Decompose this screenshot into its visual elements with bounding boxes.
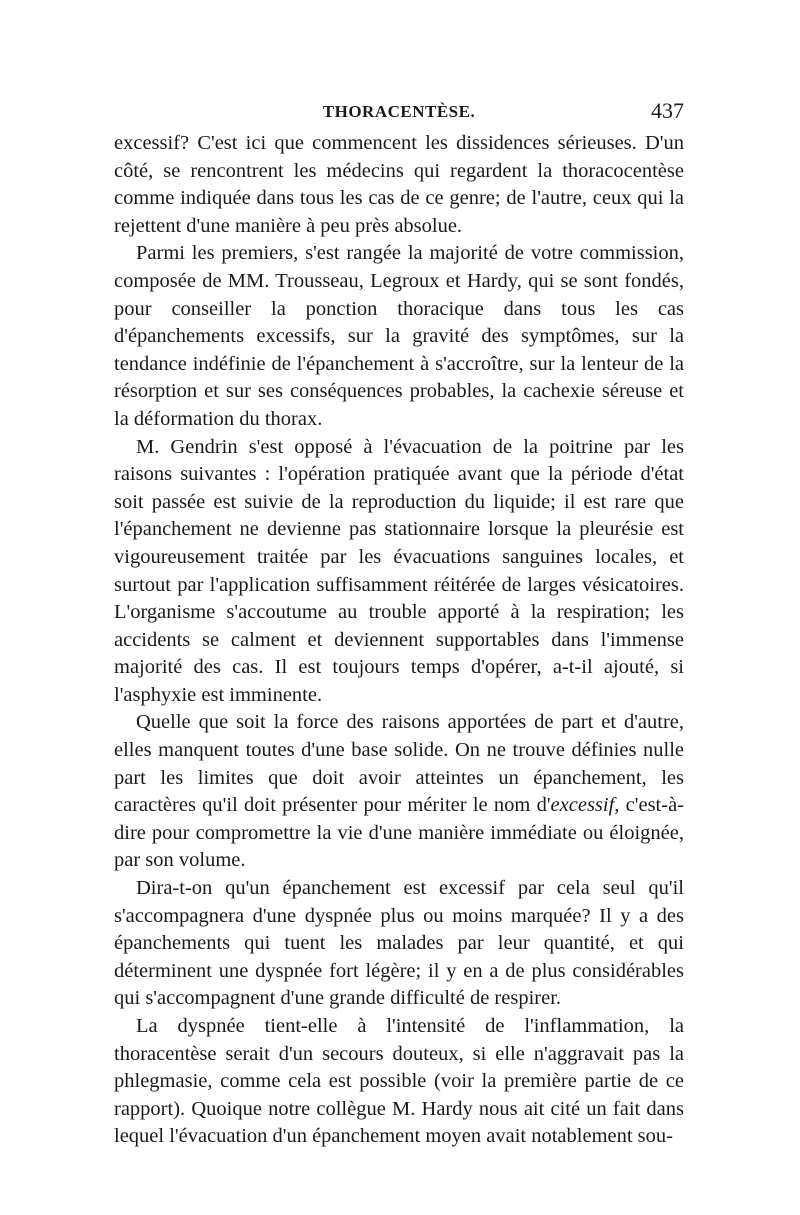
- paragraph-5: Dira-t-on qu'un épanchement est excessif par cela seul qu'il s'accompagnera d'une dyspnée plus ou moins marquée? Il y a des épanchements qui tuent les malades par leur quantité, et qui déterminent une dyspnée fort légère; il y en a de plus considérables qui s'accompagnent d'une grande difficulté de respirer.: [114, 877, 684, 1010]
- running-title: THORACENTÈSE.: [322, 102, 476, 121]
- paragraph-4-before: Quelle que soit la force des raisons apportées de part et d'autre, elles manquent toutes d'une base solide. On ne trouve définies nulle part les limites que doit avoir atteintes un épanchement, les caractères qu'il doit présenter pour mériter le nom d': [114, 711, 684, 817]
- page-header: [114, 100, 684, 130]
- paragraph-3: M. Gendrin s'est opposé à l'évacuation de la poitrine par les raisons suivantes : l'opération pratiquée avant que la période d'état soit passée est suivie de la reproduction du liquide; il est rare que l'épanchement ne devienne pas stationnaire lorsque la pleurésie est vigoureusement traitée par les évacuations sanguines locales, et surtout par l'application suffisamment réitérée de larges vésicatoires. L'organisme s'accoutume au trouble apporté à la respiration; les accidents se calment et deviennent supportables dans l'immense majorité des cas. Il est toujours temps d'opérer, a-t-il ajouté, si l'asphyxie est imminente.: [114, 435, 684, 706]
- page-number: 437: [651, 98, 684, 123]
- paragraph-4-after: c'est-à-dire pour compromettre la vie d'une manière immédiate ou éloignée, par son volume.: [114, 794, 684, 872]
- paragraph-2: Parmi les premiers, s'est rangée la majorité de votre commission, composée de MM. Trousseau, Legroux et Hardy, qui se sont fondés, pour conseiller la ponction thoracique dans tous les cas d'épanchements excessifs, sur la gravité des symptômes, sur la tendance indéfinie de l'épanchement à s'accroître, sur la lenteur de la résorption et sur ses conséquences probables, la cachexie séreuse et la déformation du thorax.: [114, 242, 684, 430]
- paragraph-1: excessif? C'est ici que commencent les dissidences sérieuses. D'un côté, se rencontrent les médecins qui regardent la thoracocentèse comme indiquée dans tous les cas de ce genre; de l'autre, ceux qui la rejettent d'une manière à peu près absolue.: [114, 132, 684, 237]
- body-text: [114, 130, 684, 1151]
- paragraph-6: La dyspnée tient-elle à l'intensité de l'inflammation, la thoracentèse serait d'un secours douteux, si elle n'aggravait pas la phlegmasie, comme cela est possible (voir la première partie de ce rapport). Quoique notre collègue M. Hardy nous ait cité un fait dans lequel l'évacuation d'un épanchement moyen avait notablement sou-: [114, 1015, 684, 1148]
- emphasis-excessif: excessif,: [550, 794, 620, 817]
- paragraph-4: [114, 709, 684, 875]
